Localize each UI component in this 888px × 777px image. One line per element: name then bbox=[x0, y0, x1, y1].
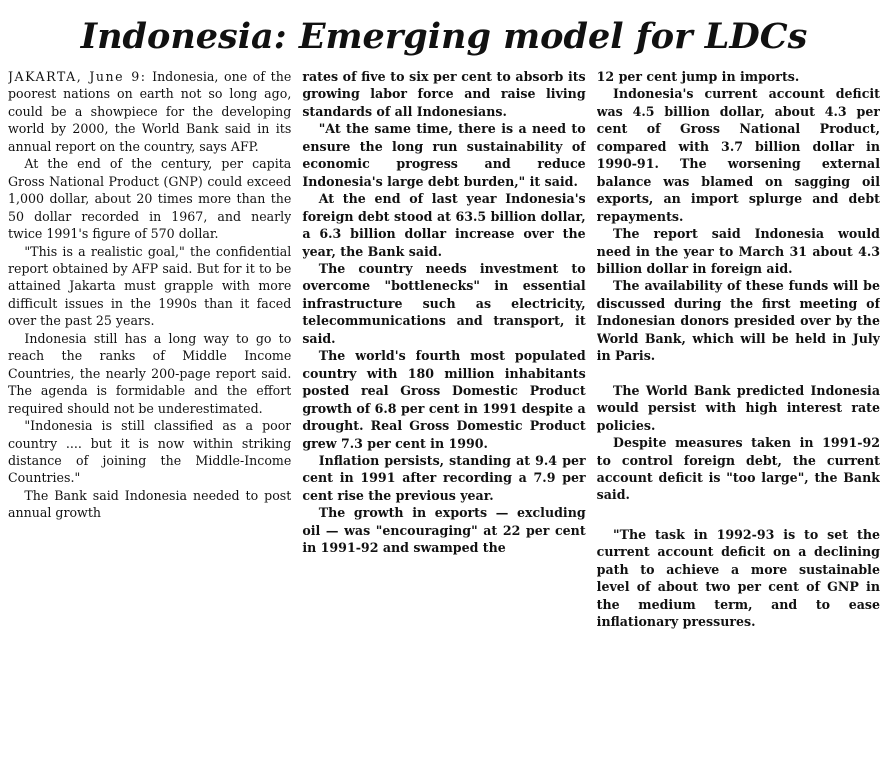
paragraph-12: Inflation persists, standing at 9.4 per cent in 1991 after recording a 7.9 per cent rise the previous year. bbox=[302, 452, 586, 503]
paragraph-8: "At the same time, there is a need to ensure the long run sustainability of economic progress and reduce Indonesia's large debt burden," it said. bbox=[302, 121, 586, 189]
paragraph-5: "Indonesia is still classified as a poor country .... but it is now within striking distance of joining the Middle-Income Countries." bbox=[8, 418, 292, 486]
paragraph-19: Despite measures taken in 1991-92 to control foreign debt, the current account deficit is "too large", the Bank said. bbox=[596, 435, 880, 503]
paragraph-14: 12 per cent jump in imports. bbox=[596, 69, 800, 84]
paragraph-3: "This is a realistic goal," the confidential report obtained by AFP said. But for it to be attained Jakarta must grapple with more difficult issues in the 1990s than it faced over the past 25 years. bbox=[8, 243, 292, 329]
dateline: JAKARTA, June 9: bbox=[8, 69, 147, 84]
headline: Indonesia: Emerging model for LDCs bbox=[80, 16, 808, 57]
paragraph-6: The Bank said Indonesia needed to post annual growth bbox=[8, 487, 292, 521]
paragraph-16: The report said Indonesia would need in the year to March 31 about 4.3 billion dollar in foreign aid. bbox=[596, 226, 880, 276]
paragraph-2: At the end of the century, per capita Gross National Product (GNP) could exceed 1,000 dollar, about 20 times more than the 50 dollar recorded in 1967, and nearly twice 1991's figure of 570 dollar. bbox=[8, 156, 292, 242]
article-body bbox=[8, 68, 880, 777]
paragraph-7: rates of five to six per cent to absorb its growing labor force and raise living standards of all Indonesians. bbox=[302, 69, 586, 119]
paragraph-4: Indonesia still has a long way to go to reach the ranks of Middle Income Countries, the nearly 200-page report said. The agenda is formidable and the effort required should not be underestimated. bbox=[8, 330, 292, 416]
column-2 bbox=[302, 68, 585, 777]
column-1 bbox=[8, 68, 291, 777]
paragraph-18: The World Bank predicted Indonesia would persist with high interest rate policies. bbox=[596, 382, 880, 433]
paragraph-15: Indonesia's current account deficit was 4.5 billion dollar, about 4.3 per cent of Gross National Product, compared with 3.7 billion dollar in 1990-91. The worsening external balance was blamed on sagging oil exports, an import splurge and debt repayments. bbox=[596, 86, 880, 224]
paragraph-20: "The task in 1992-93 is to set the current account deficit on a declining path to achieve a more sustainable level of about two per cent of GNP in the medium term, and to ease inflationary pressures. bbox=[596, 526, 880, 630]
paragraph-10: The country needs investment to overcome "bottlenecks" in essential infrastructure such as electricity, telecommunications and transport, it said. bbox=[302, 260, 586, 346]
paragraph-17: The availability of these funds will be discussed during the first meeting of Indonesian donors presided over by the World Bank, which will be held in July in Paris. bbox=[596, 278, 880, 364]
paragraph-9: At the end of last year Indonesia's foreign debt stood at 63.5 billion dollar, a 6.3 billion dollar increase over the year, the Bank said. bbox=[302, 191, 586, 259]
paragraph-1: JAKARTA, June 9: Indonesia, one of the poorest nations on earth not so long ago, could be a showpiece for the developing world by 2000, the World Bank said in its annual report on the country, says AFP. bbox=[8, 69, 292, 154]
paragraph-13: The growth in exports — excluding oil — was "encouraging" at 22 per cent in 1991-92 and swamped the bbox=[302, 505, 586, 556]
paragraph-11: The world's fourth most populated country with 180 million inhabitants posted real Gross Domestic Product growth of 6.8 per cent in 1991 despite a drought. Real Gross Domestic Product grew 7.3 per cent in 1990. bbox=[302, 348, 586, 451]
column-3 bbox=[597, 68, 880, 777]
